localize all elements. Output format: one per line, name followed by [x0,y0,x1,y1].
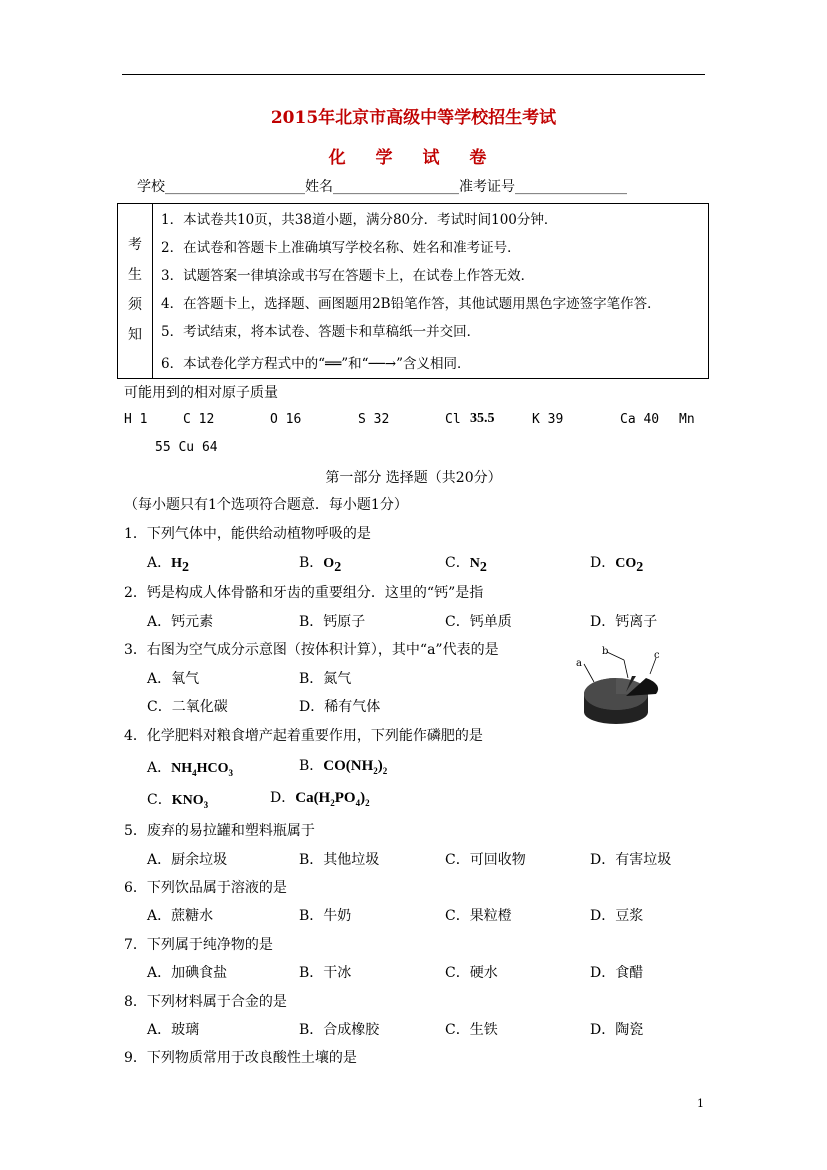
section-note: （每小题只有1个选项符合题意．每小题1分） [124,497,408,513]
option: C．二氧化碳 [147,699,228,715]
atomic-mass-item: H 1 [124,412,148,427]
option: A．$NH_4HCO_3$ [147,760,234,778]
option: A．加碘食盐 [147,965,228,981]
option: D．钙离子 [590,614,658,630]
option: B．$O_2$ [299,555,342,575]
option: D．食醋 [590,965,644,981]
option: D．陶瓷 [590,1022,644,1038]
notice-item: 4．在答题卡上，选择题、画图题用2B铅笔作答，其他试题用黑色字迹签字笔作答． [161,296,661,312]
notice-item: 3．试题答案一律填涂或书写在答题卡上，在试卷上作答无效． [161,268,535,284]
option: C．可回收物 [445,852,526,868]
option: A．钙元素 [147,614,214,630]
option: A．玻璃 [147,1022,200,1038]
notice-item: 5．考试结束，将本试卷、答题卡和草稿纸一并交回． [161,324,481,340]
notice-side-label [118,204,153,378]
option: C．$KNO_3$ [147,792,209,810]
option: A．厨余垃圾 [147,852,228,868]
exam-title: 2015年北京市高级中等学校招生考试 [270,108,557,128]
notice-item: 6．本试卷化学方程式中的“══”和“──→”含义相同． [161,356,471,372]
question-stem: 2．钙是构成人体骨骼和牙齿的重要组分．这里的“钙”是指 [124,585,484,601]
section-title: 第一部分 选择题（共20分） [325,470,502,486]
question-stem: 7．下列属于纯净物的是 [124,937,273,953]
option: B．$CO(NH_2)_2$ [299,758,388,776]
option: B．钙原子 [299,614,366,630]
atomic-mass-item: K 39 [532,412,564,427]
question-stem: 9．下列物质常用于改良酸性土壤的是 [124,1050,357,1066]
exam-subtitle: 化 学 试 卷 [328,148,499,168]
question-stem: 6．下列饮品属于溶液的是 [124,880,287,896]
atomic-mass-item: Mn [679,412,695,427]
option: B．氮气 [299,671,352,687]
option: A．$H_2$ [147,555,190,575]
option: D．豆浆 [590,908,644,924]
option: D．稀有气体 [299,699,381,715]
option: C．生铁 [445,1022,498,1038]
notice-item: 2．在试卷和答题卡上准确填写学校名称、姓名和准考证号． [161,240,521,256]
atomic-mass-item: O 16 [270,412,302,427]
option: C．钙单质 [445,614,512,630]
option: C．$N_2$ [445,555,487,575]
option: B．其他垃圾 [299,852,380,868]
question-stem: 3．右图为空气成分示意图（按体积计算），其中“a”代表的是 [124,642,499,658]
option: D．$Ca(H_2PO_4)_2$ [270,790,370,808]
atomic-mass-item: 55 Cu 64 [155,440,218,455]
pie-label-a: a [576,658,582,669]
option: B．合成橡胶 [299,1022,380,1038]
notice-side-char: 须 [128,297,142,313]
atomic-mass-title: 可能用到的相对原子质量 [124,385,278,401]
notice-side-char: 知 [128,327,142,343]
notice-side-char: 生 [128,267,142,283]
option: B．牛奶 [299,908,352,924]
student-info-fields: 学校____________________姓名__________________准考证号________________ [137,179,627,195]
pie-label-c: c [654,650,660,661]
question-stem: 4．化学肥料对粮食增产起着重要作用，下列能作磷肥的是 [124,728,483,744]
option: D．有害垃圾 [590,852,672,868]
atomic-mass-item: S 32 [358,412,390,427]
option: C．硬水 [445,965,498,981]
option: A．氧气 [147,671,200,687]
notice-side-char: 考 [128,237,142,253]
air-composition-pie [574,640,666,732]
question-stem: 1．下列气体中，能供给动植物呼吸的是 [124,526,371,542]
option: D．$CO_2$ [590,555,644,575]
option: B．干冰 [299,965,352,981]
atomic-mass-item: C 12 [183,412,215,427]
option: A．蔗糖水 [147,908,214,924]
page-number: 1 [697,1097,704,1110]
notice-box [117,203,709,379]
header-rule [122,74,705,75]
question-stem: 8．下列材料属于合金的是 [124,994,287,1010]
question-stem: 5．废弃的易拉罐和塑料瓶属于 [124,823,315,839]
atomic-mass-item: Ca 40 [620,412,660,427]
pie-label-b: b [602,646,609,657]
atomic-mass-item: Cl [445,412,461,427]
option: C．果粒橙 [445,908,512,924]
notice-item: 1．本试卷共10页，共38道小题，满分80分．考试时间100分钟． [161,212,558,228]
atomic-mass-value: 35.5 [470,411,495,426]
